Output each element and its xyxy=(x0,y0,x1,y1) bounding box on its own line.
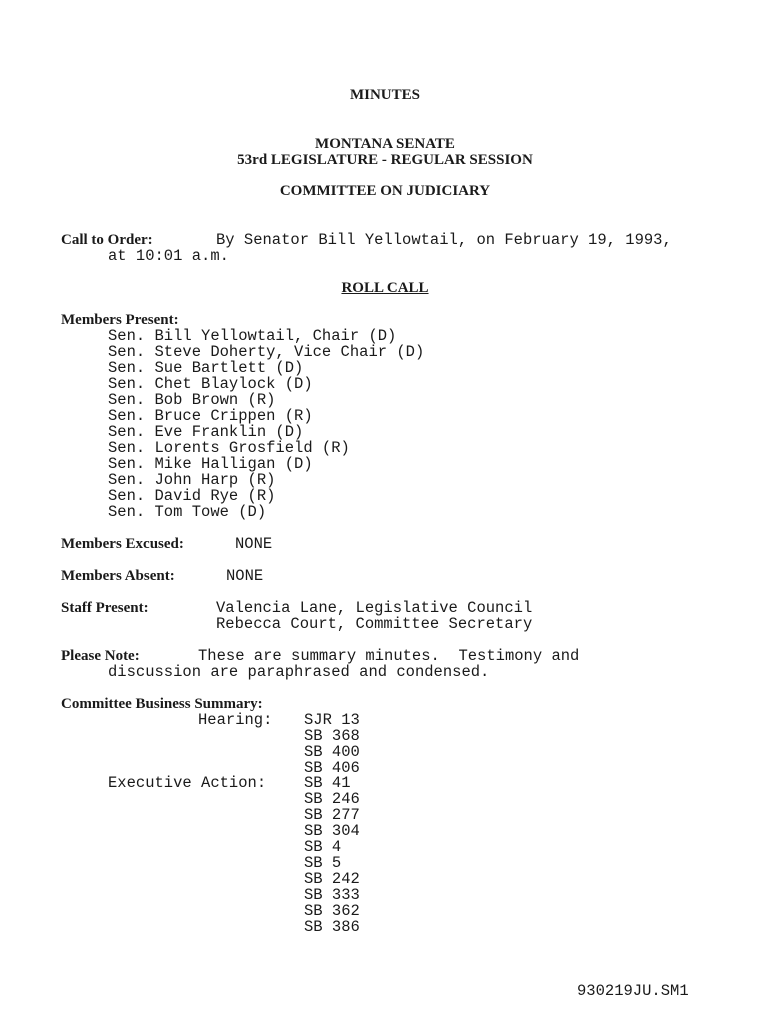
members-excused-label: Members Excused: xyxy=(61,536,184,552)
member-entry: Sen. David Rye (R) xyxy=(108,487,276,505)
please-note-label: Please Note: xyxy=(61,648,140,664)
please-note-text: These are summary minutes. Testimony and xyxy=(198,647,580,665)
members-absent-value: NONE xyxy=(226,567,264,585)
session-title: 53rd LEGISLATURE - REGULAR SESSION xyxy=(237,152,533,168)
please-note-text: discussion are paraphrased and condensed. xyxy=(108,663,490,681)
executive-action-label: Executive Action: xyxy=(108,774,267,792)
bill-entry: SB 406 xyxy=(304,759,360,777)
minutes-title: MINUTES xyxy=(349,87,420,103)
call-to-order-time: at 10:01 a.m. xyxy=(108,247,229,265)
members-excused-value: NONE xyxy=(235,535,273,553)
staff-present-label: Staff Present: xyxy=(61,600,149,616)
member-entry: Sen. Bob Brown (R) xyxy=(108,391,276,409)
roll-call-heading: ROLL CALL xyxy=(341,280,429,296)
member-entry: Sen. Steve Doherty, Vice Chair (D) xyxy=(108,343,425,361)
bill-entry: SJR 13 xyxy=(304,711,360,729)
call-to-order-label: Call to Order: xyxy=(61,232,153,248)
bill-entry: SB 386 xyxy=(304,918,360,936)
staff-entry: Valencia Lane, Legislative Council xyxy=(216,599,533,617)
member-entry: Sen. Sue Bartlett (D) xyxy=(108,359,304,377)
bill-entry: SB 333 xyxy=(304,886,360,904)
bill-entry: SB 4 xyxy=(304,838,342,856)
bill-entry: SB 41 xyxy=(304,774,351,792)
bill-entry: SB 400 xyxy=(304,743,360,761)
member-entry: Sen. Eve Franklin (D) xyxy=(108,423,304,441)
bill-entry: SB 246 xyxy=(304,790,360,808)
bill-entry: SB 5 xyxy=(304,854,342,872)
members-present-label: Members Present: xyxy=(61,312,179,328)
bill-entry: SB 304 xyxy=(304,822,360,840)
bill-entry: SB 277 xyxy=(304,806,360,824)
member-entry: Sen. Bill Yellowtail, Chair (D) xyxy=(108,327,397,345)
member-entry: Sen. Chet Blaylock (D) xyxy=(108,375,313,393)
member-entry: Sen. Tom Towe (D) xyxy=(108,503,267,521)
members-absent-label: Members Absent: xyxy=(61,568,175,584)
bill-entry: SB 368 xyxy=(304,727,360,745)
staff-entry: Rebecca Court, Committee Secretary xyxy=(216,615,533,633)
committee-title: COMMITTEE ON JUDICIARY xyxy=(279,183,491,199)
call-to-order-text: By Senator Bill Yellowtail, on February 19, 1993, xyxy=(216,231,672,249)
business-summary-label: Committee Business Summary: xyxy=(61,696,263,712)
member-entry: Sen. John Harp (R) xyxy=(108,471,276,489)
bill-entry: SB 362 xyxy=(304,902,360,920)
member-entry: Sen. Lorents Grosfield (R) xyxy=(108,439,350,457)
member-entry: Sen. Mike Halligan (D) xyxy=(108,455,313,473)
hearing-label: Hearing: xyxy=(198,711,273,729)
member-entry: Sen. Bruce Crippen (R) xyxy=(108,407,313,425)
bill-entry: SB 242 xyxy=(304,870,360,888)
senate-title: MONTANA SENATE xyxy=(315,136,455,152)
document-id: 930219JU.SM1 xyxy=(577,982,689,1000)
